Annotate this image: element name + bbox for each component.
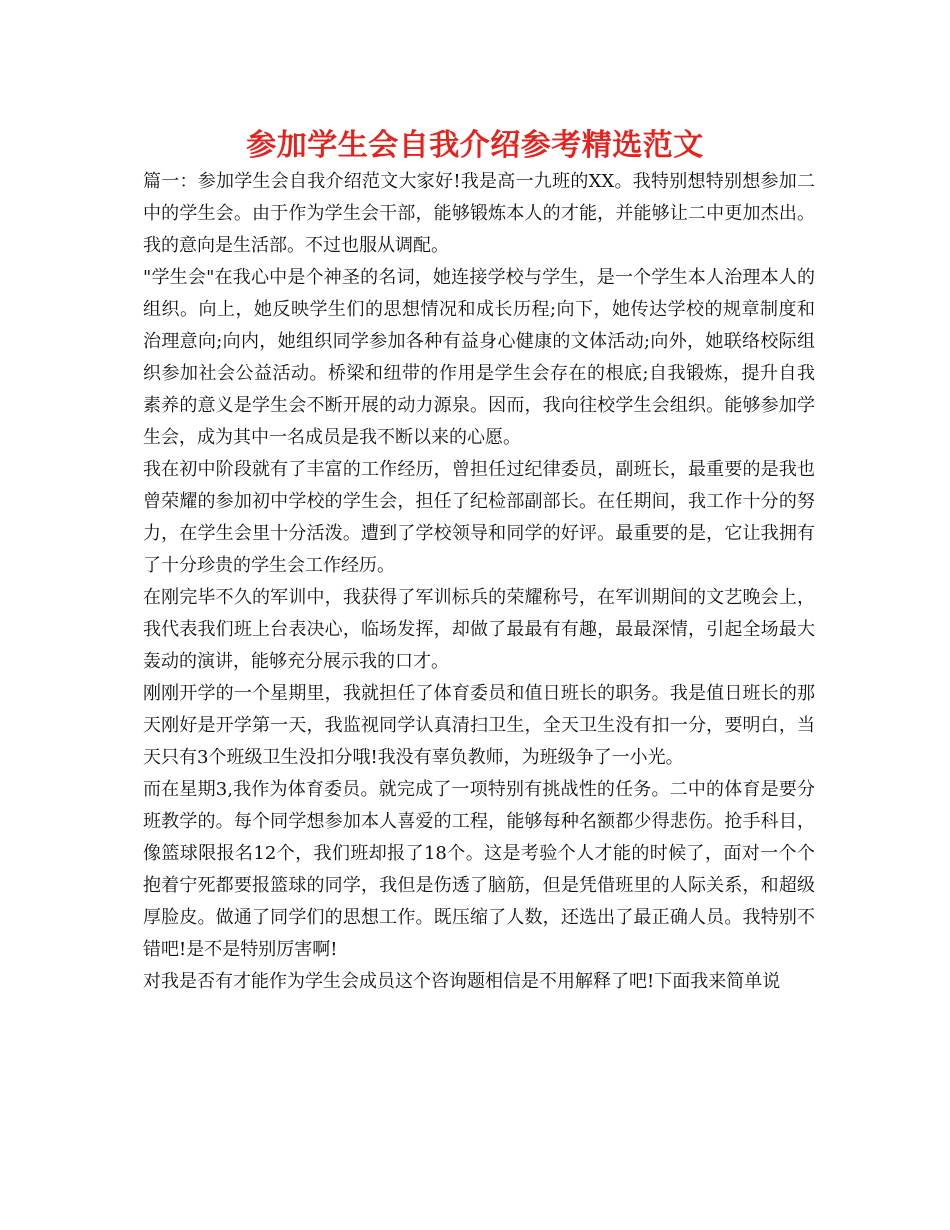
paragraph-2: "学生会"在我心中是个神圣的名词，她连接学校与学生，是一个学生本人治理本人的组织。向上，她反映学生们的思想情况和成长历程;向下，她传达学校的规章制度和治理意向;向内，她组织同学参加各种有益身心健康的文体活动;向外，她联络校际组织参加社会公益活动。桥梁和纽带的作用是学生会存在的根底;自我锻炼，提升自我素养的意义是学生会不断开展的动力源泉。因而，我向往校学生会组织。能够参加学生会，成为其中一名成员是我不断以来的心愿。	[143, 267, 815, 448]
paragraph-5: 刚刚开学的一个星期里，我就担任了体育委员和值日班长的职务。我是值日班长的那天刚好是开学第一天，我监视同学认真清扫卫生，全天卫生没有扣一分，要明白，当天只有3个班级卫生没扣分哦!我没有辜负教师，为班级争了一小光。	[143, 683, 815, 768]
paragraph-4: 在刚完毕不久的军训中，我获得了军训标兵的荣耀称号，在军训期间的文艺晚会上，我代表我们班上台表决心，临场发挥，却做了最最有有趣，最最深情，引起全场最大轰动的演讲，能够充分展示我的口才。	[143, 587, 815, 672]
paragraph-3: 我在初中阶段就有了丰富的工作经历，曾担任过纪律委员，副班长，最重要的是我也曾荣耀的参加初中学校的学生会，担任了纪检部副部长。在任期间，我工作十分的努力，在学生会里十分活泼。遭到了学校领导和同学的好评。最重要的是，它让我拥有了十分珍贵的学生会工作经历。	[143, 459, 815, 576]
paragraph-6: 而在星期3,我作为体育委员。就完成了一项特别有挑战性的任务。二中的体育是要分班教学的。每个同学想参加本人喜爱的工程，能够每种名额都少得悲伤。抢手科目，像篮球限报名12个，我们班却报了18个。这是考验个人才能的时候了，面对一个个抱着宁死都要报篮球的同学，我但是伤透了脑筋，但是凭借班里的人际关系，和超级厚脸皮。做通了同学们的思想工作。既压缩了人数，还选出了最正确人员。我特别不错吧!是不是特别厉害啊!	[143, 779, 815, 960]
paragraph-1: 篇一：参加学生会自我介绍范文大家好!我是高一九班的XX。我特别想特别想参加二中的学生会。由于作为学生会干部，能够锻炼本人的才能，并能够让二中更加杰出。我的意向是生活部。不过也服从调配。	[143, 171, 815, 256]
document-body	[143, 166, 815, 998]
paragraph-7: 对我是否有才能作为学生会成员这个咨询题相信是不用解释了吧!下面我来简单说	[143, 971, 781, 992]
document-title: 参加学生会自我介绍参考精选范文	[246, 128, 704, 163]
